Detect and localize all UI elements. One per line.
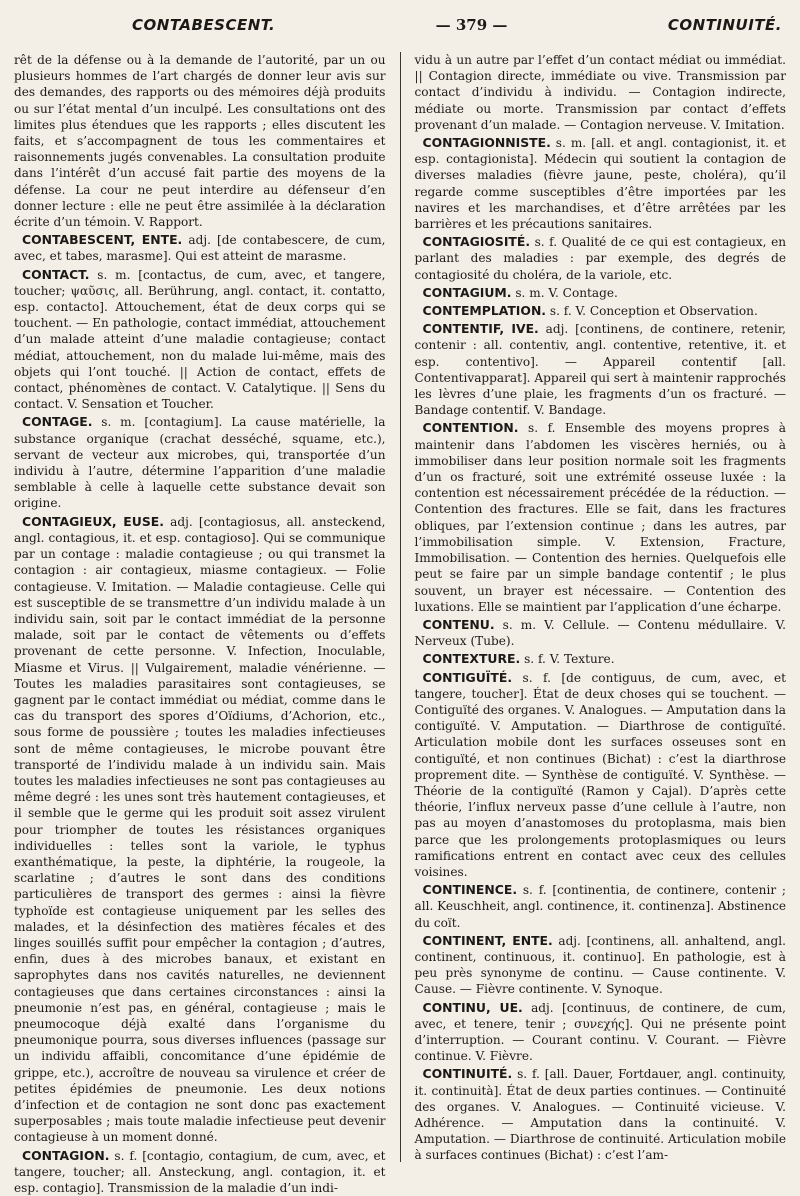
dictionary-entry	[415, 882, 787, 931]
dictionary-entry	[415, 52, 787, 133]
entry-headword: CONTACT.	[22, 266, 90, 282]
dictionary-entry	[415, 1000, 787, 1065]
right-running-head: CONTINUITÉ.	[667, 16, 782, 34]
entry-text: s. m. V. Contage.	[515, 285, 618, 300]
entry-text: s. f. [contagio, contagium, de cum, avec, et tangere, toucher; all. Ansteckung, angl. contagion, it. et esp. contagio]. Transmission de la maladie d’un indi-	[14, 1148, 386, 1196]
entry-headword: CONTAGIOSITÉ.	[422, 234, 531, 250]
dictionary-entry	[14, 52, 386, 230]
entry-text: adj. [continuus, de continere, de cum, avec, et tenere, tenir ; συνεχής]. Qui ne présente point d’interruption. — Courant continu. V. Courant. — Fièvre continue. V. Fièvre.	[414, 1000, 787, 1064]
column-divider	[400, 52, 401, 1162]
entry-text: adj. [de contabescere, de cum, avec, et tabes, marasme]. Qui est atteint de marasme.	[14, 233, 386, 264]
entry-headword: CONTAGIONNISTE.	[422, 135, 551, 151]
entry-text: adj. [continens, all. anhaltend, angl. continent, continuous, it. continuo]. En pathologie, est à peu près synonyme de continu. — Cause continente. V. Cause. — Fièvre continente. V. Synoque.	[414, 933, 787, 997]
right-column	[415, 52, 787, 1172]
entry-text: s. m. V. Cellule. — Contenu médullaire. V. Nerveux (Tube).	[414, 617, 786, 649]
entry-text: s. f. V. Texture.	[524, 652, 615, 667]
dictionary-entry	[14, 267, 386, 413]
entry-headword: CONTINU, UE.	[422, 999, 523, 1015]
entry-headword: CONTIGUÏTÉ.	[422, 669, 513, 685]
entry-text: adj. [continens, de continere, retenir, contenir : all. contentiv, angl. contentive, retentive, it. et esp. contentivo]. — Appareil contentif [all. Contentivapparat]. Appareil qui sert à maintenir rapprochés les lèvres d’une plaie, les fragments d’un os fracturé. — Bandage contentif. V. Bandage.	[414, 322, 787, 418]
entry-text: s. m. [contactus, de cum, avec, et tangere, toucher; ψαῦσις, all. Berührung, angl. contact, it. contatto, esp. contacto]. Attouchement, état de deux corps qui se touchent. — En pathologie, contact immédiat, attouchement d’un malade atteint d’une maladie contagieuse; contact médiat, attouchement, non du malade lui-même, mais des objets qui l’ont touché. || Action de contact, effets de contact, phénomènes de contact. V. Catalytique. || Sens du contact. V. Sensation et Toucher.	[14, 267, 386, 412]
dictionary-entry	[415, 234, 787, 283]
dictionary-entry	[415, 135, 787, 232]
dictionary-entry	[415, 303, 787, 319]
entry-headword: CONTINUITÉ.	[422, 1066, 513, 1082]
entry-headword: CONTENU.	[422, 616, 495, 632]
dictionary-entry	[415, 285, 787, 301]
entry-text: s. f. [de contiguus, de cum, avec, et tangere, toucher]. État de deux choses qui se touchent. — Contiguïté des organes. V. Analogues. — Amputation dans la contiguïté. V. Amputation. — Diarthrose de contiguïté. Articulation mobile dont les surfaces osseuses sont en contiguïté, et non continues (Bichat) : c’est la diarthrose proprement dite. — Synthèse de contiguïté. V. Synthèse. — Théorie de la contiguïté (Ramon y Cajal). D’après cette théorie, l’influx nerveux passe d’une cellule à l’autre, non pas au moyen d’anastomoses du protoplasma, mais bien parce que les prolongements protoplasmiques ou leurs ramifications entrent en contact avec ceux des cellules voisines.	[414, 670, 787, 879]
entry-headword: CONTAGIUM.	[422, 284, 512, 300]
entry-text: s. f. V. Conception et Observation.	[549, 304, 758, 319]
dictionary-entry	[415, 321, 787, 418]
dictionary-entry	[14, 1148, 386, 1196]
dictionary-entry	[415, 617, 787, 649]
dictionary-entry	[415, 1066, 787, 1163]
columns	[14, 52, 787, 1196]
entry-headword: CONTENTIF, IVE.	[422, 321, 539, 337]
entry-text: s. f. [all. Dauer, Fortdauer, angl. continuity, it. continuità]. État de deux parties continues. — Continuité des organes. V. Analogues. — Continuité vicieuse. V. Adhérence. — Amputation dans la continuité. V. Amputation. — Diarthrose de continuité. Articulation mobile à surfaces continues (Bichat) : c’est l’am-	[414, 1067, 787, 1163]
entry-headword: CONTINENT, ENTE.	[422, 932, 553, 948]
entry-text: s. m. [all. et angl. contagionist, it. et esp. contagionista]. Médecin qui soutient la contagion de diverses maladies (fièvre jaune, peste, choléra), qu’il regarde comme susceptibles d’être importées par les navires et les marchandises, et d’être arrêtées par les barrières et les précautions sanitaires.	[414, 136, 787, 232]
page-header	[0, 16, 800, 46]
entry-headword: CONTEMPLATION.	[422, 303, 547, 319]
dictionary-entry	[415, 933, 787, 998]
entry-headword: CONTENTION.	[422, 420, 519, 436]
entry-text: s. f. [continentia, de continere, contenir ; all. Keuschheit, angl. continence, it. continenza]. Abstinence du coït.	[414, 883, 787, 930]
entry-text: adj. [contagiosus, all. ansteckend, angl. contagious, it. et esp. contagioso]. Qui se communique par un contage : maladie contagieuse ; ou qui transmet la contagion : air contagieux, miasme contagieux. — Folie contagieuse. V. Imitation. — Maladie contagieuse. Celle qui est susceptible de se transmettre d’un individu malade à un individu sain, soit par le contact immédiat de la personne malade, soit par le contact de vêtements ou d’effets provenant de cette personne. V. Infection, Inoculable, Miasme et Virus. || Vulgairement, maladie vénérienne. — Toutes les maladies parasitaires sont contagieuses, se gagnent par le contact immédiat ou médiat, comme dans le cas du transport des spores d’Oïdiums, d’Achorion, etc., sous forme de poussière ; toutes les maladies infectieuses sont de même contagieuses, le microbe pouvant être transporté de l’individu malade à un individu sain. Mais toutes les maladies infectieuses ne sont pas contagieuses au même degré : les unes sont très hautement contagieuses, et il semble que le germe qui les produit soit assez virulent pour triompher de toutes les résistances organiques individuelles : telles sont la variole, le typhus exanthématique, la peste, la diphtérie, la rougeole, la scarlatine ; d’autres le sont dans des conditions particulières de transport des germes : ainsi la fièvre typhoïde est contagieuse uniquement par les selles des malades, et la désinfection des matières fécales et des linges souillés suffit pour empêcher la contagion ; d’autres, enfin, dues à des microbes banaux, et existant en saprophytes dans nos cavités naturelles, ne deviennent contagieuses que dans certaines circonstances : ainsi la pneumonie n’est pas, en général, contagieuse ; mais le pneumocoque déjà exalté dans l’organisme du pneumonique pourra, sous diverses influences (passage sur un individu affaibli, concomitance d’une épidémie de grippe, etc.), accroître de nouveau sa virulence et créer de petites épidémies de pneumonie. Les deux notions d’infection et de contagion ne sont donc pas exactement superposables ; mais toute maladie infectieuse peut devenir contagieuse à un moment donné.	[14, 514, 386, 1145]
entry-headword: CONTAGE.	[22, 414, 93, 430]
page-number: — 379 —	[435, 16, 508, 34]
dictionary-entry	[415, 420, 787, 614]
entry-text: rêt de la défense ou à la demande de l’autorité, par un ou plusieurs hommes de l’art chargés de donner leur avis sur des demandes, des rapports ou des mémoires déjà produits ou sur l’état mental d’un inculpé. Les consultations ont des limites plus étendues que les rapports ; elles discutent les faits, et s’accompagnent de tous les commentaires et raisonnements jugés convenables. La consultation produite dans l’intérêt d’un accusé fait partie des moyens de la défense. La cour ne peut interdire au défenseur d’en donner lecture : elle ne peut être assimilée à la déclaration écrite d’un témoin. V. Rapport.	[14, 53, 386, 230]
dictionary-entry	[415, 670, 787, 881]
entry-headword: CONTAGIEUX, EUSE.	[22, 513, 164, 529]
left-column	[14, 52, 386, 1196]
entry-text: vidu à un autre par l’effet d’un contact médiat ou immédiat. || Contagion directe, immédiate ou vive. Transmission par contact d’individu à individu. — Contagion indirecte, médiate ou morte. Transmission par contact d’effets provenant d’un malade. — Contagion nerveuse. V. Imitation.	[414, 53, 787, 132]
entry-headword: CONTAGION.	[22, 1147, 110, 1163]
entry-headword: CONTINENCE.	[422, 882, 518, 898]
entry-headword: CONTEXTURE.	[422, 651, 521, 667]
dictionary-entry	[415, 651, 787, 667]
dictionary-entry	[14, 232, 386, 264]
entry-text: s. f. Qualité de ce qui est contagieux, en parlant des maladies : par exemple, des degrés de contagiosité du choléra, de la variole, etc.	[414, 235, 787, 282]
dictionary-entry	[14, 514, 386, 1146]
entry-text: s. m. [contagium]. La cause matérielle, la substance organique (crachat desséché, squame, etc.), servant de vecteur aux microbes, qui, transportée d’un individu à l’autre, détermine l’apparition d’une maladie semblable à celle à laquelle cette substance devait son origine.	[14, 415, 386, 511]
dictionary-entry	[14, 414, 386, 511]
entry-text: s. f. Ensemble des moyens propres à maintenir dans l’abdomen les viscères herniés, ou à immobiliser dans leur position normale soit les fragments d’un os fracturé, soit une extrémité osseuse luxée : la contention est nécessairement précédée de la réduction. — Contention des fractures. Elle se fait, dans les fractures obliques, par l’extension continue ; dans les autres, par l’immobilisation simple. V. Extension, Fracture, Immobilisation. — Contention des hernies. Quelquefois elle peut se faire par un simple bandage contentif ; le plus souvent, un brayer est nécessaire. — Contention des luxations. Elle se maintient par l’application d’une écharpe.	[414, 421, 787, 614]
entry-headword: CONTABESCENT, ENTE.	[22, 232, 183, 248]
left-running-head: CONTABESCENT.	[132, 16, 276, 34]
